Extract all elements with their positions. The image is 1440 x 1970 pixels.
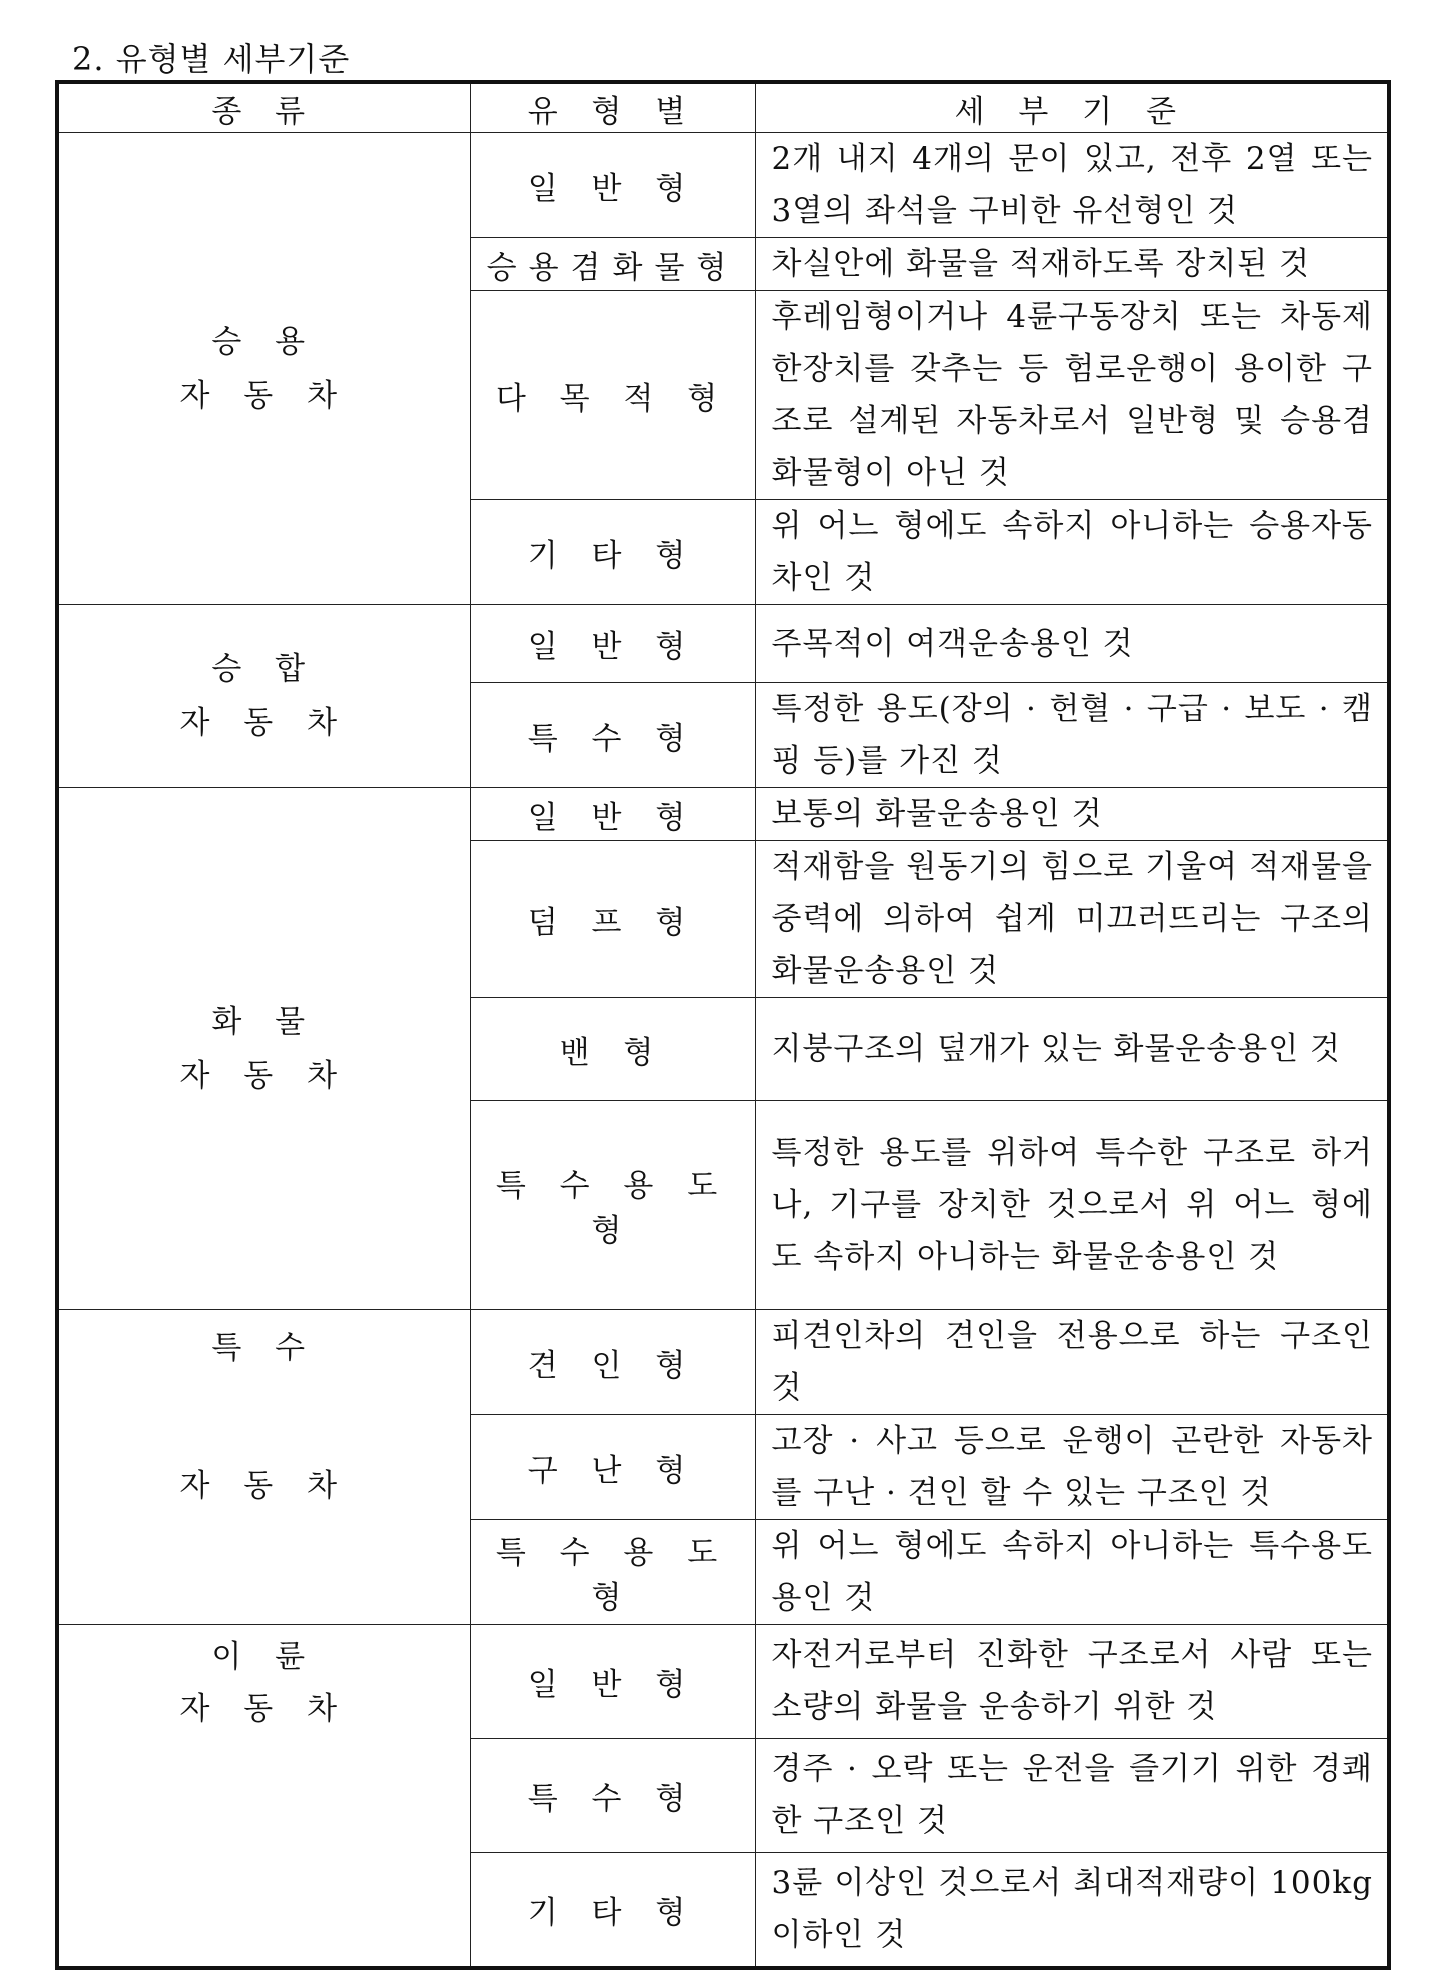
type-cell: 승용겸화물형 — [470, 238, 755, 291]
kind-cell-motorcycle — [57, 1625, 470, 1969]
kind-label-line2: 자 동 차 — [179, 1057, 350, 1094]
type-cell: 특 수 형 — [470, 683, 755, 788]
kind-label-line2: 자 동 차 — [179, 1691, 350, 1727]
header-kind: 종 류 — [57, 82, 470, 133]
kind-label-line1: 승 합 — [211, 651, 318, 687]
type-cell: 일 반 형 — [470, 133, 755, 238]
table-row — [57, 605, 1389, 683]
kind-label-line1: 화 물 — [211, 1003, 318, 1040]
criteria-cell: 자전거로부터 진화한 구조로서 사람 또는 소량의 화물을 운송하기 위한 것 — [755, 1625, 1389, 1739]
kind-cell-van — [57, 605, 470, 788]
kind-label-line1: 이 륜 — [211, 1639, 318, 1675]
table-row — [57, 133, 1389, 238]
page-heading: 2. 유형별 세부기준 — [72, 40, 351, 78]
type-cell: 특 수 용 도 형 — [470, 1520, 755, 1625]
type-cell: 구 난 형 — [470, 1415, 755, 1520]
vehicle-type-criteria-table — [55, 80, 1391, 1970]
criteria-cell: 위 어느 형에도 속하지 아니하는 특수용도용인 것 — [755, 1520, 1389, 1625]
criteria-cell: 2개 내지 4개의 문이 있고, 전후 2열 또는 3열의 좌석을 구비한 유선형인 것 — [755, 133, 1389, 238]
type-cell: 다 목 적 형 — [470, 291, 755, 500]
type-cell: 밴 형 — [470, 998, 755, 1101]
header-type: 유 형 별 — [470, 82, 755, 133]
kind-cell-passenger-car — [57, 133, 470, 605]
table-row — [57, 1625, 1389, 1739]
criteria-cell: 보통의 화물운송용인 것 — [755, 788, 1389, 841]
kind-label-line2: 자 동 차 — [179, 377, 350, 414]
criteria-cell: 피견인차의 견인을 전용으로 하는 구조인 것 — [755, 1310, 1389, 1415]
type-cell: 특 수 형 — [470, 1738, 755, 1852]
criteria-cell: 후레임형이거나 4륜구동장치 또는 차동제한장치를 갖추는 등 험로운행이 용이한 구조로 설계된 자동차로서 일반형 및 승용겸화물형이 아닌 것 — [755, 291, 1389, 500]
table-row — [57, 788, 1389, 841]
type-cell: 일 반 형 — [470, 605, 755, 683]
type-cell: 덤 프 형 — [470, 841, 755, 998]
header-criteria: 세 부 기 준 — [755, 82, 1389, 133]
criteria-cell: 고장 · 사고 등으로 운행이 곤란한 자동차를 구난 · 견인 할 수 있는 구조인 것 — [755, 1415, 1389, 1520]
type-cell: 일 반 형 — [470, 1625, 755, 1739]
criteria-cell: 특정한 용도를 위하여 특수한 구조로 하거나, 기구를 장치한 것으로서 위 어느 형에도 속하지 아니하는 화물운송용인 것 — [755, 1101, 1389, 1310]
kind-label-line2: 자 동 차 — [179, 1467, 350, 1504]
type-cell: 특 수 용 도 형 — [470, 1101, 755, 1310]
criteria-cell: 위 어느 형에도 속하지 아니하는 승용자동차인 것 — [755, 500, 1389, 605]
kind-label-line1: 특 수 — [211, 1329, 318, 1366]
type-cell: 기 타 형 — [470, 1852, 755, 1968]
table-header-row — [57, 82, 1389, 133]
criteria-cell: 특정한 용도(장의 · 헌혈 · 구급 · 보도 · 캠핑 등)를 가진 것 — [755, 683, 1389, 788]
kind-label-line2: 자 동 차 — [179, 705, 350, 741]
criteria-cell: 경주 · 오락 또는 운전을 즐기기 위한 경쾌한 구조인 것 — [755, 1738, 1389, 1852]
criteria-cell: 적재함을 원동기의 힘으로 기울여 적재물을 중력에 의하여 쉽게 미끄러뜨리는 구조의 화물운송용인 것 — [755, 841, 1389, 998]
criteria-cell: 주목적이 여객운송용인 것 — [755, 605, 1389, 683]
type-cell: 견 인 형 — [470, 1310, 755, 1415]
criteria-cell: 지붕구조의 덮개가 있는 화물운송용인 것 — [755, 998, 1389, 1101]
criteria-cell: 차실안에 화물을 적재하도록 장치된 것 — [755, 238, 1389, 291]
type-cell: 일 반 형 — [470, 788, 755, 841]
kind-cell-truck — [57, 788, 470, 1310]
criteria-cell: 3륜 이상인 것으로서 최대적재량이 100kg이하인 것 — [755, 1852, 1389, 1968]
kind-cell-special-vehicle — [57, 1310, 470, 1625]
type-cell: 기 타 형 — [470, 500, 755, 605]
table-row — [57, 1310, 1389, 1415]
kind-label-line1: 승 용 — [211, 323, 318, 360]
